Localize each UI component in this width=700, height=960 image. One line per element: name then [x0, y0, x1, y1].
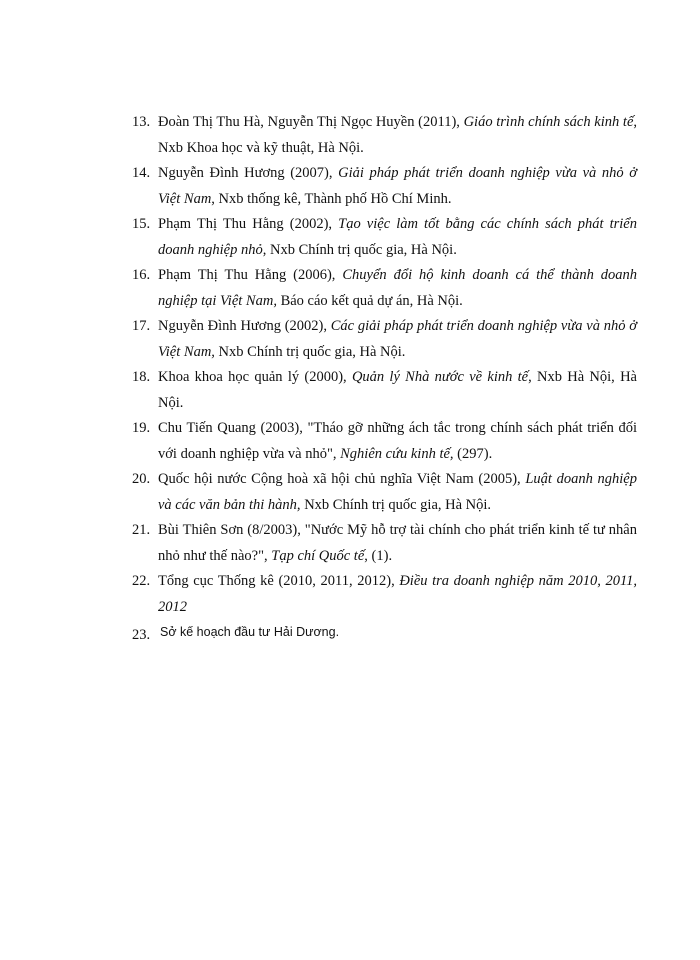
- reference-segment: Bùi Thiên Sơn (8/2003), "Nước Mỹ hỗ trợ tài chính cho phát triển kinh tế tư nhân nhỏ như thế nào?",: [158, 522, 637, 564]
- reference-title: Giải pháp phát triển doanh nghiệp vừa và nhỏ ở Việt Nam: [158, 165, 638, 207]
- reference-item: [132, 416, 637, 467]
- reference-item: [132, 467, 637, 518]
- reference-number: 13.: [132, 114, 151, 130]
- reference-text: [158, 161, 637, 212]
- reference-number: 18.: [132, 369, 151, 385]
- reference-segment: Báo cáo kết quả dự án, Hà Nội.: [276, 292, 463, 309]
- reference-item: [132, 110, 637, 161]
- reference-item: [132, 161, 637, 212]
- reference-number: 17.: [132, 318, 151, 334]
- reference-text: [158, 518, 637, 569]
- reference-text: [158, 314, 637, 365]
- reference-text: [158, 365, 637, 416]
- reference-text: [158, 263, 637, 314]
- reference-segment: , Nxb Khoa học và kỹ thuật, Hà Nội.: [158, 114, 638, 156]
- reference-text: [158, 110, 637, 161]
- reference-segment: Khoa khoa học quản lý (2000),: [158, 369, 352, 385]
- reference-number: 21.: [132, 522, 151, 538]
- reference-title: Điều tra doanh nghiệp năm 2010, 2011, 2012: [158, 573, 637, 615]
- reference-title: Nghiên cứu kinh tế,: [340, 445, 454, 462]
- reference-number: 22.: [132, 573, 151, 589]
- reference-text: [158, 212, 637, 263]
- reference-item: [132, 569, 637, 620]
- reference-segment: Quốc hội nước Cộng hoà xã hội chủ nghĩa Việt Nam (2005),: [158, 471, 526, 487]
- reference-title: Các giải pháp phát triển doanh nghiệp vừa và nhỏ ở Việt Nam,: [158, 318, 638, 360]
- reference-item: [132, 365, 637, 416]
- reference-title: Giáo trình chính sách kinh tế: [463, 114, 634, 130]
- reference-number: 20.: [132, 471, 151, 487]
- reference-title: Luật doanh nghiệp và các văn bản thi hành,: [158, 471, 637, 513]
- reference-title: Tạp chí Quốc tế: [271, 547, 365, 564]
- reference-text: [158, 620, 637, 646]
- reference-segment: (297).: [453, 445, 493, 462]
- reference-segment: Nguyễn Đình Hương (2007),: [158, 165, 339, 181]
- reference-segment: , (1).: [364, 547, 393, 564]
- reference-segment: Đoàn Thị Thu Hà, Nguyễn Thị Ngọc Huyền (2011),: [158, 114, 464, 130]
- reference-segment: Phạm Thị Thu Hằng (2006),: [158, 267, 343, 283]
- reference-text: [158, 569, 637, 620]
- reference-segment: Nguyễn Đình Hương (2002),: [158, 318, 331, 334]
- reference-list: [132, 110, 637, 646]
- reference-segment: , Nxb thống kê, Thành phố Hồ Chí Minh.: [211, 190, 452, 207]
- reference-number: 23.: [132, 627, 151, 643]
- reference-item: [132, 212, 637, 263]
- reference-text: [158, 416, 637, 467]
- reference-segment: Nxb Chính trị quốc gia, Hà Nội.: [214, 343, 406, 360]
- reference-text: [158, 467, 637, 518]
- reference-item: [132, 263, 637, 314]
- reference-segment: Chu Tiến Quang (2003), "Tháo gỡ những ách tắc trong chính sách phát triển đối với doanh nghiệp vừa và nhỏ",: [158, 420, 637, 462]
- reference-item: [132, 314, 637, 365]
- reference-number: 16.: [132, 267, 151, 283]
- reference-title: Tạo việc làm tốt bằng các chính sách phát triển doanh nghiệp nhỏ: [158, 216, 637, 258]
- reference-title: Chuyển đổi hộ kinh doanh cá thể thành doanh nghiệp tại Việt Nam,: [158, 267, 638, 309]
- reference-segment: , Nxb Hà Nội, Hà Nội.: [158, 369, 637, 411]
- reference-number: 19.: [132, 420, 151, 436]
- reference-number: 15.: [132, 216, 151, 232]
- reference-item: [132, 518, 637, 569]
- reference-segment: Tổng cục Thống kê (2010, 2011, 2012),: [158, 573, 400, 589]
- reference-item: [132, 620, 637, 646]
- reference-segment: , Nxb Chính trị quốc gia, Hà Nội.: [262, 241, 457, 258]
- reference-segment: Sở kế hoạch đầu tư Hải Dương.: [160, 625, 340, 639]
- reference-segment: Nxb Chính trị quốc gia, Hà Nội.: [300, 496, 492, 513]
- reference-title: Quản lý Nhà nước về kinh tế: [351, 369, 529, 385]
- reference-segment: Phạm Thị Thu Hằng (2002),: [158, 216, 339, 232]
- reference-number: 14.: [132, 165, 151, 181]
